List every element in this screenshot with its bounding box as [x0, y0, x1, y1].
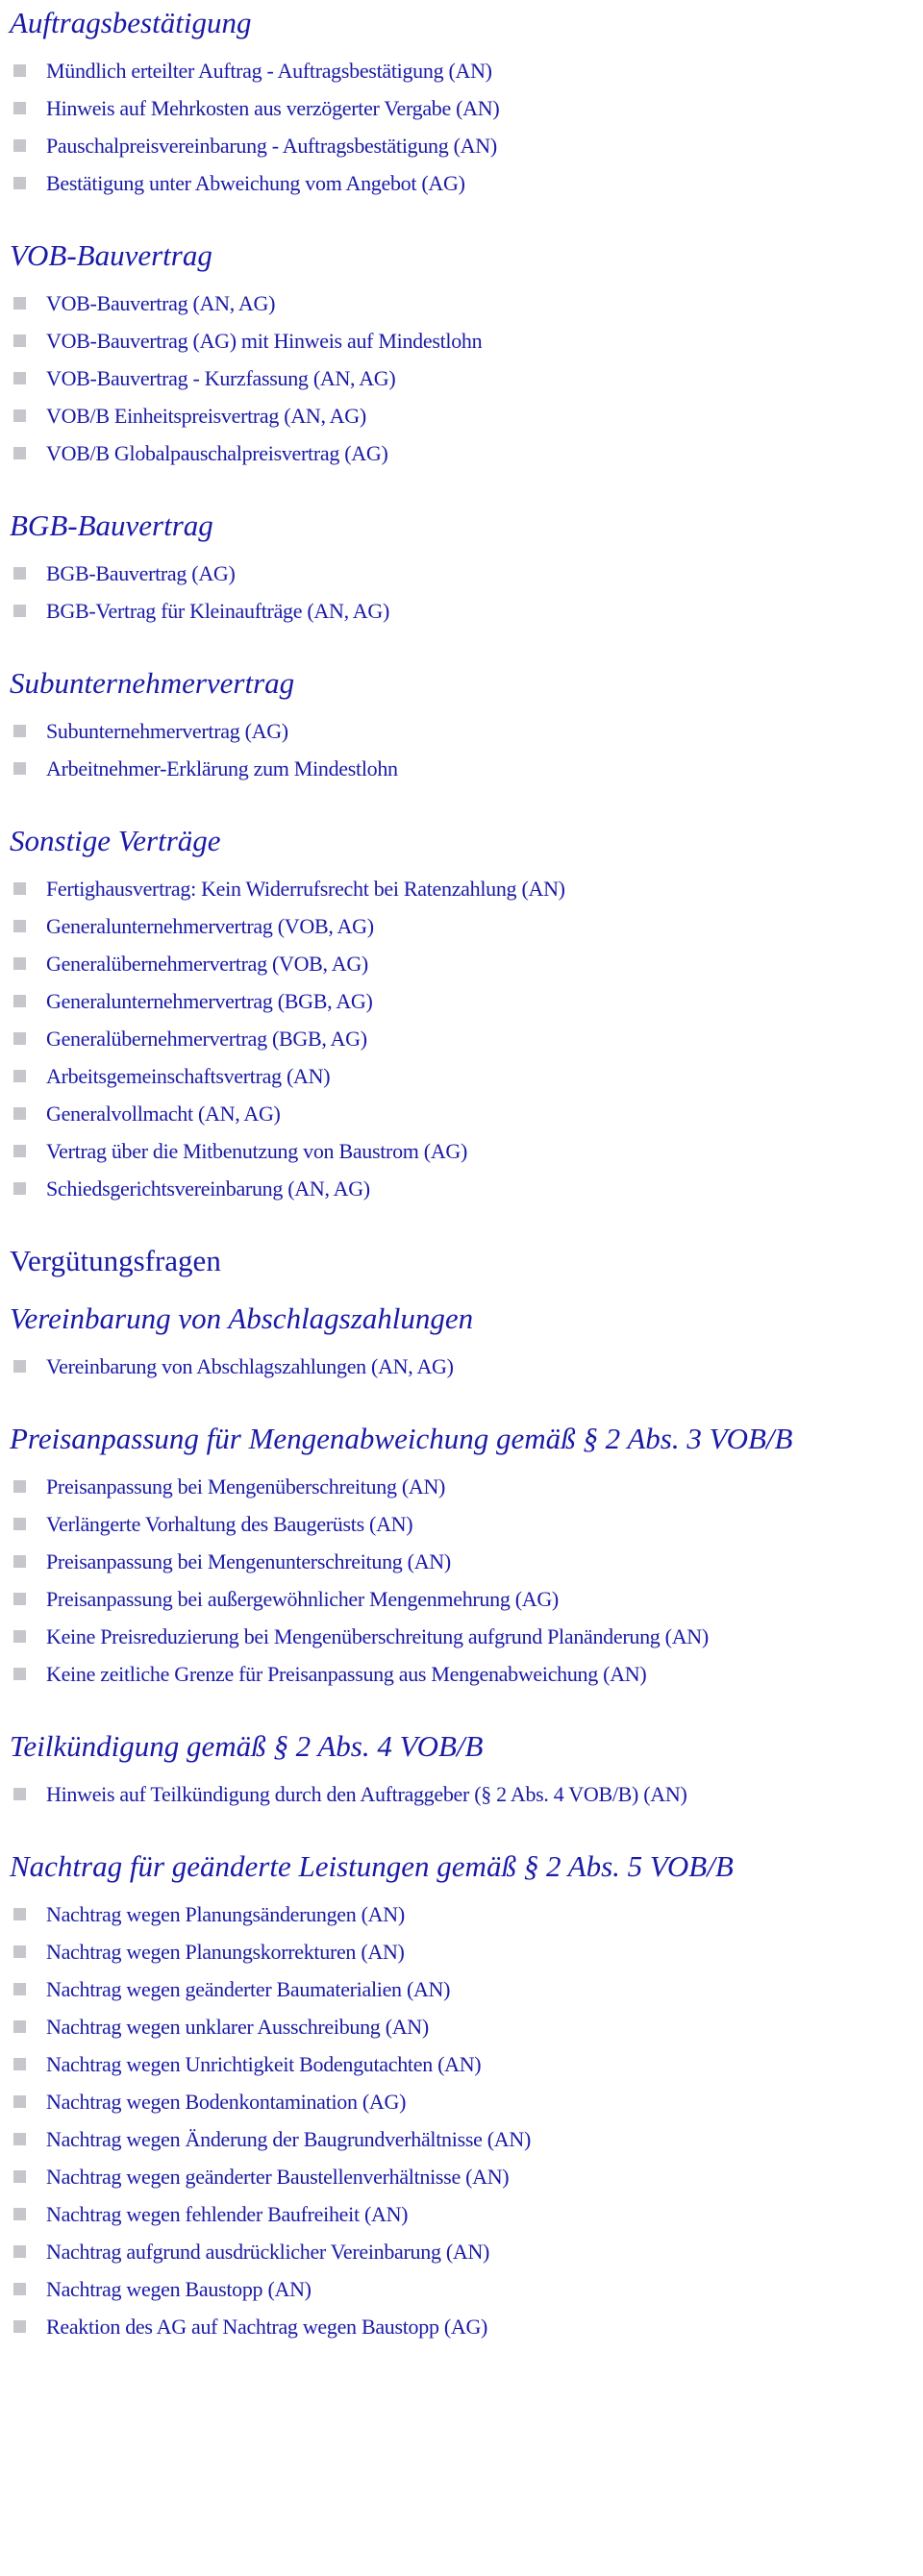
square-bullet-icon	[13, 177, 26, 189]
document-link[interactable]: Schiedsgerichtsvereinbarung (AN, AG)	[46, 1177, 370, 1201]
document-link[interactable]: VOB-Bauvertrag - Kurzfassung (AN, AG)	[46, 366, 396, 390]
square-bullet-icon	[13, 334, 26, 347]
document-link[interactable]: Keine zeitliche Grenze für Preisanpassung aus Mengenabweichung (AN)	[46, 1662, 647, 1686]
square-bullet-icon	[13, 762, 26, 775]
list-item	[10, 1895, 923, 1933]
document-list	[10, 285, 923, 472]
section	[10, 507, 923, 630]
square-bullet-icon	[13, 1630, 26, 1643]
list-item	[10, 1095, 923, 1132]
document-link[interactable]: Nachtrag wegen Unrichtigkeit Bodengutachten (AN)	[46, 2052, 482, 2076]
square-bullet-icon	[13, 1788, 26, 1800]
square-bullet-icon	[13, 1555, 26, 1568]
list-item	[10, 592, 923, 630]
document-link[interactable]: VOB-Bauvertrag (AN, AG)	[46, 291, 276, 315]
square-bullet-icon	[13, 2095, 26, 2108]
document-link[interactable]: BGB-Vertrag für Kleinaufträge (AN, AG)	[46, 599, 389, 623]
document-link[interactable]: Nachtrag wegen Baustopp (AN)	[46, 2277, 312, 2301]
square-bullet-icon	[13, 1908, 26, 1920]
document-list	[10, 712, 923, 787]
square-bullet-icon	[13, 2320, 26, 2333]
section	[10, 1847, 923, 2345]
square-bullet-icon	[13, 1070, 26, 1082]
square-bullet-icon	[13, 725, 26, 737]
list-item	[10, 1775, 923, 1813]
document-link[interactable]: Generalunternehmervertrag (BGB, AG)	[46, 989, 373, 1013]
document-link[interactable]: Preisanpassung bei Mengenüberschreitung (AN)	[46, 1474, 446, 1499]
list-item	[10, 2270, 923, 2308]
section	[10, 822, 923, 1207]
document-link[interactable]: Generalübernehmervertrag (BGB, AG)	[46, 1027, 367, 1051]
document-link[interactable]: Keine Preisreduzierung bei Mengenüberschreitung aufgrund Planänderung (AN)	[46, 1624, 709, 1648]
document-link[interactable]: Hinweis auf Teilkündigung durch den Auftraggeber (§ 2 Abs. 4 VOB/B) (AN)	[46, 1782, 687, 1806]
document-link[interactable]: Nachtrag wegen geänderter Baustellenverhältnisse (AN)	[46, 2165, 510, 2189]
list-item	[10, 712, 923, 750]
document-link[interactable]: Preisanpassung bei Mengenunterschreitung (AN)	[46, 1549, 451, 1573]
square-bullet-icon	[13, 409, 26, 422]
list-item	[10, 1505, 923, 1543]
document-link[interactable]: Nachtrag wegen Planungskorrekturen (AN)	[46, 1940, 405, 1964]
square-bullet-icon	[13, 1945, 26, 1958]
list-item	[10, 434, 923, 472]
square-bullet-icon	[13, 605, 26, 617]
list-item	[10, 2083, 923, 2120]
list-item	[10, 322, 923, 359]
list-item	[10, 1655, 923, 1693]
section	[10, 1300, 923, 1385]
document-link[interactable]: Reaktion des AG auf Nachtrag wegen Baustopp (AG)	[46, 2315, 488, 2339]
document-link[interactable]: Mündlich erteilter Auftrag - Auftragsbestätigung (AN)	[46, 59, 492, 83]
section-heading: VOB-Bauvertrag	[10, 238, 212, 272]
square-bullet-icon	[13, 372, 26, 384]
list-item	[10, 1468, 923, 1505]
document-link[interactable]: Vereinbarung von Abschlagszahlungen (AN, AG)	[46, 1354, 454, 1378]
section-heading: Nachtrag für geänderte Leistungen gemäß § 2 Abs. 5 VOB/B	[10, 1849, 734, 1883]
major-heading: Vergütungsfragen	[10, 1244, 221, 1277]
square-bullet-icon	[13, 2208, 26, 2220]
section-heading: Teilkündigung gemäß § 2 Abs. 4 VOB/B	[10, 1729, 484, 1763]
square-bullet-icon	[13, 2170, 26, 2183]
document-link[interactable]: Vertrag über die Mitbenutzung von Baustrom (AG)	[46, 1139, 468, 1163]
document-link[interactable]: Nachtrag wegen unklarer Ausschreibung (AN)	[46, 2015, 429, 2039]
square-bullet-icon	[13, 1518, 26, 1530]
section-heading: BGB-Bauvertrag	[10, 508, 213, 542]
list-item	[10, 164, 923, 202]
list-item	[10, 945, 923, 982]
list-item	[10, 127, 923, 164]
list-item	[10, 1132, 923, 1170]
section-heading: Vereinbarung von Abschlagszahlungen	[10, 1301, 474, 1335]
list-item	[10, 1170, 923, 1207]
document-list	[10, 1348, 923, 1385]
list-item	[10, 1348, 923, 1385]
square-bullet-icon	[13, 1480, 26, 1493]
section-heading: Sonstige Verträge	[10, 824, 221, 857]
list-item	[10, 89, 923, 127]
document-list	[10, 1775, 923, 1813]
square-bullet-icon	[13, 957, 26, 970]
square-bullet-icon	[13, 1983, 26, 1995]
list-item	[10, 2233, 923, 2270]
document-list	[10, 1895, 923, 2345]
section-heading: Subunternehmervertrag	[10, 666, 295, 700]
list-item	[10, 750, 923, 787]
document-link[interactable]: Hinweis auf Mehrkosten aus verzögerter Vergabe (AN)	[46, 96, 500, 120]
document-list	[10, 870, 923, 1207]
square-bullet-icon	[13, 567, 26, 580]
document-link[interactable]: Nachtrag wegen geänderter Baumaterialien (AN)	[46, 1977, 451, 2001]
list-item	[10, 2120, 923, 2158]
square-bullet-icon	[13, 1668, 26, 1680]
square-bullet-icon	[13, 102, 26, 114]
document-link[interactable]: Bestätigung unter Abweichung vom Angebot (AG)	[46, 171, 465, 195]
list-item	[10, 2158, 923, 2195]
list-item	[10, 1057, 923, 1095]
square-bullet-icon	[13, 1182, 26, 1195]
document-link[interactable]: BGB-Bauvertrag (AG)	[46, 561, 236, 585]
list-item	[10, 982, 923, 1020]
square-bullet-icon	[13, 920, 26, 932]
list-item	[10, 1970, 923, 2008]
document-link[interactable]: VOB/B Globalpauschalpreisvertrag (AG)	[46, 441, 388, 465]
document-link[interactable]: Generalübernehmervertrag (VOB, AG)	[46, 952, 368, 976]
list-item	[10, 1580, 923, 1618]
square-bullet-icon	[13, 995, 26, 1007]
square-bullet-icon	[13, 1593, 26, 1605]
list-item	[10, 870, 923, 907]
document-link[interactable]: Fertighausvertrag: Kein Widerrufsrecht bei Ratenzahlung (AN)	[46, 877, 565, 901]
list-item	[10, 52, 923, 89]
document-link[interactable]: Nachtrag aufgrund ausdrücklicher Vereinbarung (AN)	[46, 2240, 490, 2264]
major-section	[10, 1242, 923, 1280]
list-item	[10, 907, 923, 945]
section	[10, 4, 923, 202]
square-bullet-icon	[13, 2245, 26, 2258]
section	[10, 236, 923, 472]
square-bullet-icon	[13, 1107, 26, 1120]
list-item	[10, 1618, 923, 1655]
list-item	[10, 359, 923, 397]
section-heading: Auftragsbestätigung	[10, 6, 252, 39]
document-link[interactable]: Pauschalpreisvereinbarung - Auftragsbestätigung (AN)	[46, 134, 497, 158]
document-link[interactable]: Verlängerte Vorhaltung des Baugerüsts (AN)	[46, 1512, 413, 1536]
document-link[interactable]: Arbeitnehmer-Erklärung zum Mindestlohn	[46, 756, 398, 780]
document-link[interactable]: VOB/B Einheitspreisvertrag (AN, AG)	[46, 404, 366, 428]
document-link[interactable]: Preisanpassung bei außergewöhnlicher Mengenmehrung (AG)	[46, 1587, 559, 1611]
list-item	[10, 2008, 923, 2045]
square-bullet-icon	[13, 447, 26, 459]
square-bullet-icon	[13, 139, 26, 152]
document-link[interactable]: Nachtrag wegen Planungsänderungen (AN)	[46, 1902, 405, 1926]
square-bullet-icon	[13, 2020, 26, 2033]
document-link[interactable]: Arbeitsgemeinschaftsvertrag (AN)	[46, 1064, 331, 1088]
document-link[interactable]: Nachtrag wegen Änderung der Baugrundverhältnisse (AN)	[46, 2127, 531, 2151]
list-item	[10, 2195, 923, 2233]
list-item	[10, 2308, 923, 2345]
section	[10, 664, 923, 787]
square-bullet-icon	[13, 2133, 26, 2145]
document-link[interactable]: Generalunternehmervertrag (VOB, AG)	[46, 914, 374, 938]
square-bullet-icon	[13, 1360, 26, 1373]
square-bullet-icon	[13, 2058, 26, 2070]
list-item	[10, 555, 923, 592]
square-bullet-icon	[13, 1032, 26, 1045]
square-bullet-icon	[13, 297, 26, 310]
document-link[interactable]: Nachtrag wegen Bodenkontamination (AG)	[46, 2090, 407, 2114]
document-link[interactable]: VOB-Bauvertrag (AG) mit Hinweis auf Mindestlohn	[46, 329, 483, 353]
list-item	[10, 397, 923, 434]
list-item	[10, 2045, 923, 2083]
square-bullet-icon	[13, 882, 26, 895]
list-item	[10, 1933, 923, 1970]
document-link[interactable]: Nachtrag wegen fehlender Baufreiheit (AN)	[46, 2202, 409, 2226]
section	[10, 1420, 923, 1693]
square-bullet-icon	[13, 64, 26, 77]
document-list	[10, 555, 923, 630]
square-bullet-icon	[13, 2283, 26, 2295]
section-heading: Preisanpassung für Mengenabweichung gemäß § 2 Abs. 3 VOB/B	[10, 1422, 793, 1455]
list-item	[10, 1543, 923, 1580]
list-item	[10, 1020, 923, 1057]
document-link[interactable]: Subunternehmervertrag (AG)	[46, 719, 288, 743]
square-bullet-icon	[13, 1145, 26, 1157]
document-list	[10, 52, 923, 202]
document-link[interactable]: Generalvollmacht (AN, AG)	[46, 1102, 281, 1126]
document-list	[10, 1468, 923, 1693]
section	[10, 1727, 923, 1813]
list-item	[10, 285, 923, 322]
